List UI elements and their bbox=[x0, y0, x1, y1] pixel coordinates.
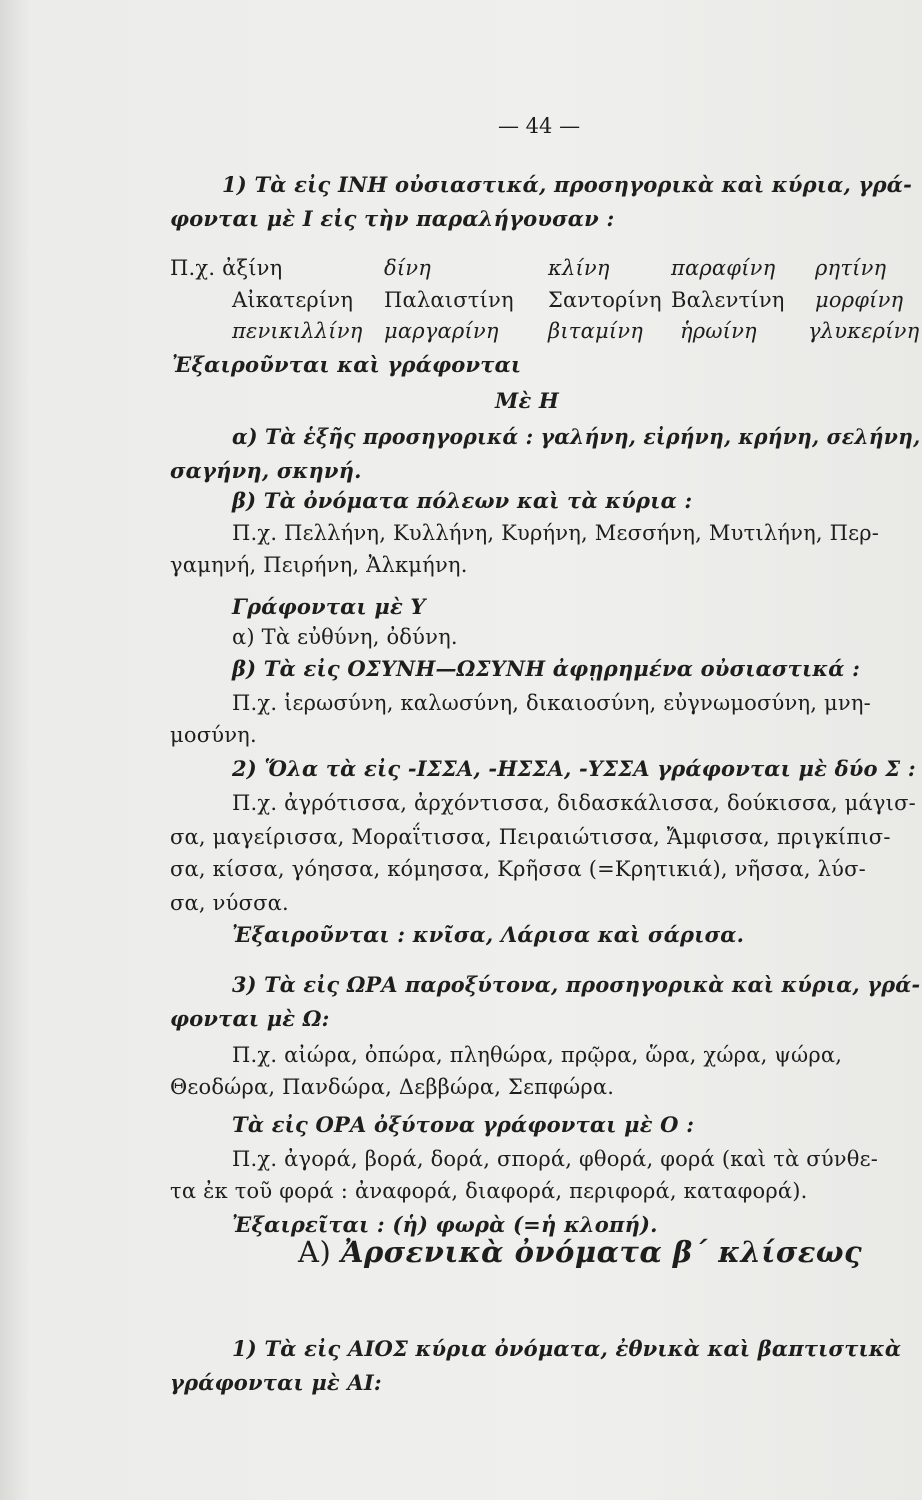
text-line: Αἰκατερίνη bbox=[232, 288, 354, 312]
text-line: Γράφονται μὲ Υ bbox=[232, 594, 426, 619]
text-line: γαμηνή, Πειρήνη, Ἀλκμήνη. bbox=[170, 553, 468, 577]
heading-title: Ἀρσενικὰ ὀνόματα β΄ κλίσεως bbox=[340, 1235, 863, 1269]
text-line: β) Τὰ ὀνόματα πόλεων καὶ τὰ κύρια : bbox=[232, 488, 693, 513]
text-line: 1) Τὰ εἰς ΑΙΟΣ κύρια ὀνόματα, ἐθνικὰ καὶ βαπτιστικὰ bbox=[232, 1336, 902, 1361]
text-line: τα ἐκ τοῦ φορά : ἀναφορά, διαφορά, περιφορά, καταφορά). bbox=[170, 1179, 808, 1203]
page-number: — 44 — bbox=[498, 114, 581, 138]
heading-prefix: Α) bbox=[298, 1235, 332, 1269]
text-line: Ἐξαιρεῖται : (ἡ) φωρὰ (=ἡ κλοπή). bbox=[232, 1212, 658, 1237]
text-line: Ἐξαιροῦνται καὶ γράφονται bbox=[172, 352, 522, 377]
text-line: α) Τὰ εὐθύνη, ὀδύνη. bbox=[232, 625, 458, 649]
text-line: δίνη bbox=[384, 256, 432, 280]
text-line: Μὲ Η bbox=[495, 388, 559, 413]
text-line: σα, κίσσα, γόησσα, κόμησσα, Κρῆσσα (=Κρητικιά), νῆσσα, λύσ- bbox=[170, 857, 866, 881]
text-line: ρητίνη bbox=[815, 256, 887, 280]
text-line: σαγήνη, σκηνή. bbox=[170, 458, 362, 483]
text-line: Σαντορίνη bbox=[548, 288, 662, 312]
text-line: Παλαιστίνη bbox=[384, 288, 514, 312]
text-line: φονται μὲ Ω: bbox=[170, 1006, 330, 1031]
text-line: Π.χ. Πελλήνη, Κυλλήνη, Κυρήνη, Μεσσήνη, Μυτιλήνη, Περ- bbox=[232, 521, 880, 545]
text-line: γράφονται μὲ ΑΙ: bbox=[170, 1370, 382, 1395]
text-line: μορφίνη bbox=[815, 288, 904, 312]
text-line: 1) Τὰ εἰς ΙΝΗ οὐσιαστικά, προσηγορικὰ καὶ κύρια, γρά- bbox=[222, 172, 913, 197]
text-line: φονται μὲ Ι εἰς τὴν παραλήγουσαν : bbox=[170, 206, 615, 231]
text-line: Βαλεντίνη bbox=[671, 288, 785, 312]
text-line: Π.χ. αἰώρα, ὀπώρα, πληθώρα, πρῷρα, ὥρα, χώρα, ψώρα, bbox=[232, 1043, 843, 1067]
text-line: κλίνη bbox=[548, 256, 610, 280]
text-line: 2) Ὅλα τὰ εἰς -ΙΣΣΑ, -ΗΣΣΑ, -ΥΣΣΑ γράφονται μὲ δύο Σ : bbox=[232, 756, 916, 781]
text-line: μαργαρίνη bbox=[384, 319, 499, 343]
text-line: Π.χ. ἀξίνη bbox=[170, 256, 283, 280]
text-line: 3) Τὰ εἰς ΩΡΑ παροξύτονα, προσηγορικὰ καὶ κύρια, γρά- bbox=[232, 972, 921, 997]
text-line: β) Τὰ εἰς ΟΣΥΝΗ—ΩΣΥΝΗ ἀφῃρημένα οὐσιαστικά : bbox=[232, 656, 861, 681]
text-line: α) Τὰ ἑξῆς προσηγορικά : γαλήνη, εἰρήνη, κρήνη, σελήνη, bbox=[232, 424, 921, 449]
text-line: Π.χ. ἀγρότισσα, ἀρχόντισσα, διδασκάλισσα, δούκισσα, μάγισ- bbox=[232, 791, 916, 815]
text-line: ἡρωίνη bbox=[680, 319, 757, 343]
text-line: πενικιλλίνη bbox=[232, 319, 363, 343]
text-line: Π.χ. ἀγορά, βορά, δορά, σπορά, φθορά, φορά (καὶ τὰ σύνθε- bbox=[232, 1147, 878, 1171]
text-line: σα, μαγείρισσα, Μοραΐτισσα, Πειραιώτισσα, Ἄμφισσα, πριγκίπισ- bbox=[170, 825, 891, 849]
text-line: Θεοδώρα, Πανδώρα, Δεββώρα, Σεπφώρα. bbox=[170, 1075, 615, 1099]
text-line: γλυκερίνη bbox=[808, 319, 920, 343]
text-line: βιταμίνη bbox=[548, 319, 644, 343]
text-line: Τὰ εἰς ΟΡΑ ὀξύτονα γράφονται μὲ Ο : bbox=[232, 1112, 695, 1137]
text-line: Π.χ. ἱερωσύνη, καλωσύνη, δικαιοσύνη, εὐγνωμοσύνη, μνη- bbox=[232, 691, 871, 715]
text-line: μοσύνη. bbox=[170, 723, 257, 747]
text-line: σα, νύσσα. bbox=[170, 891, 289, 915]
text-line: Ἐξαιροῦνται : κνῖσα, Λάρισα καὶ σάρισα. bbox=[232, 922, 745, 947]
section-heading bbox=[298, 1235, 862, 1269]
text-line: παραφίνη bbox=[671, 256, 776, 280]
